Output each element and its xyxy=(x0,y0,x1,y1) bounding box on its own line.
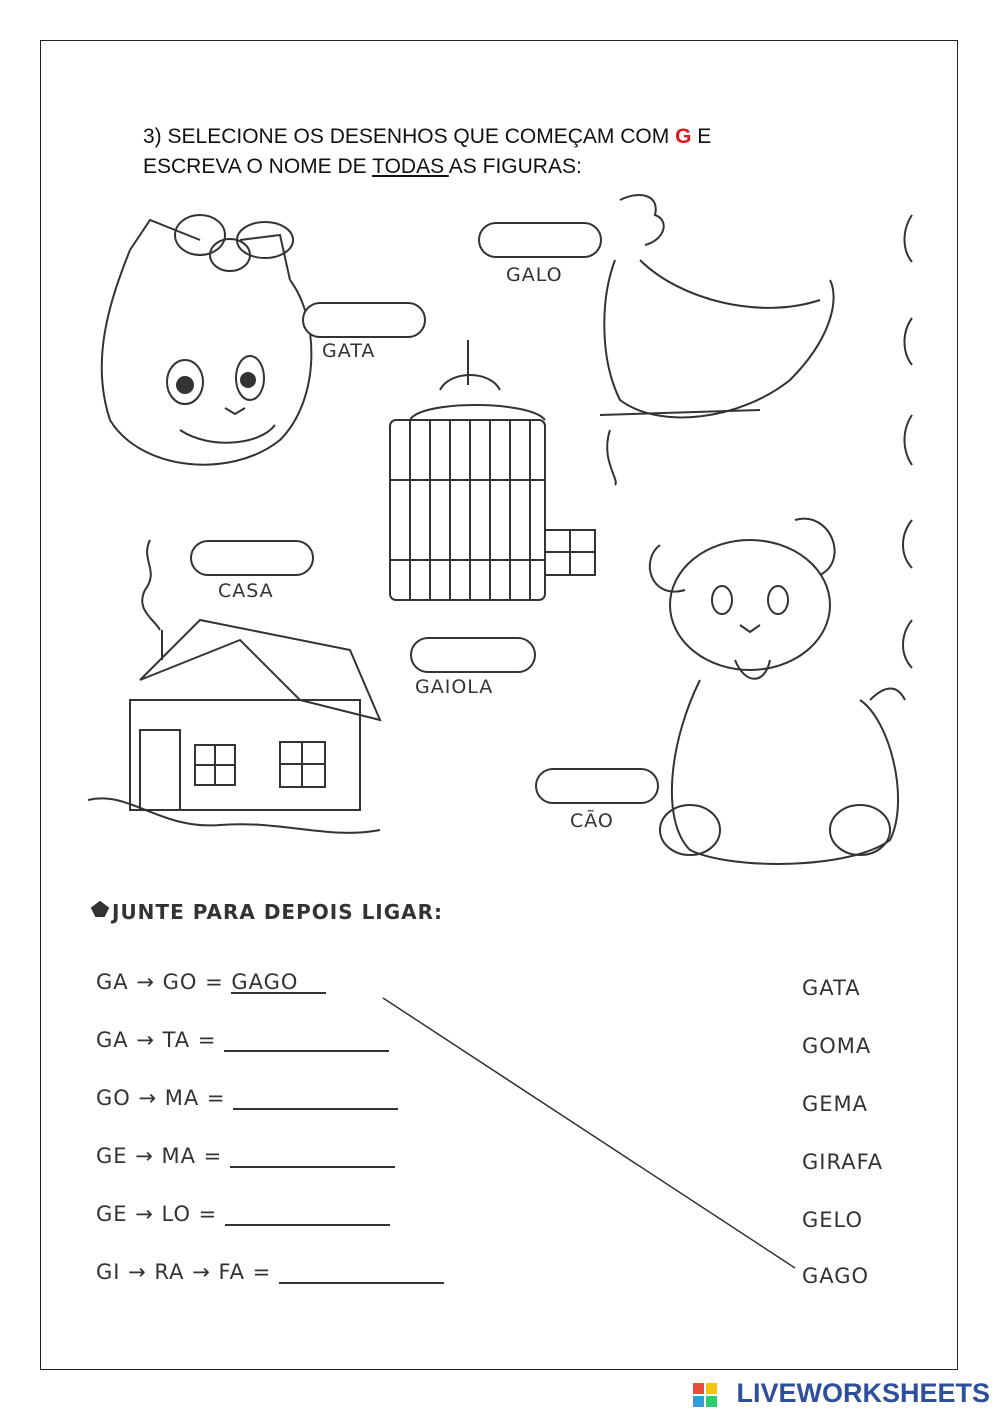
gaiola-answer-box[interactable] xyxy=(410,637,536,673)
cao-answer-box[interactable] xyxy=(535,768,659,804)
galo-label: GALO xyxy=(506,264,563,286)
cao-label: CÃO xyxy=(570,810,614,832)
answer-blank-4[interactable] xyxy=(230,1144,395,1168)
answer-blank-1[interactable]: GAGO xyxy=(231,970,326,994)
word-gata[interactable]: GATA xyxy=(802,976,861,1000)
word-gago[interactable]: GAGO xyxy=(802,1264,870,1288)
answer-blank-2[interactable] xyxy=(224,1028,389,1052)
answer-blank-3[interactable] xyxy=(233,1086,398,1110)
syllable-row-2: GA → TA = xyxy=(96,1028,389,1052)
cage-drawing xyxy=(390,340,595,600)
gaiola-label: GAIOLA xyxy=(415,676,494,698)
brand-logo-icon xyxy=(693,1383,717,1407)
bullet-icon xyxy=(92,902,108,916)
instruction-text: 3) SELECIONE OS DESENHOS QUE COMEÇAM COM G E ESCREVA O NOME DE TODAS AS FIGURAS: xyxy=(143,125,712,178)
galo-answer-box[interactable] xyxy=(478,222,602,258)
answer-blank-6[interactable] xyxy=(279,1260,444,1284)
partial-shapes xyxy=(903,215,912,668)
match-line xyxy=(383,998,795,1268)
underlined-word: TODAS xyxy=(372,155,449,178)
word-gelo[interactable]: GELO xyxy=(802,1208,864,1232)
casa-answer-box[interactable] xyxy=(190,540,314,576)
word-girafa[interactable]: GIRAFA xyxy=(802,1150,884,1174)
junte-title: JUNTE PARA DEPOIS LIGAR: xyxy=(112,900,444,924)
dog-drawing xyxy=(650,519,905,864)
gata-answer-box[interactable] xyxy=(302,302,426,338)
syllable-row-4: GE → MA = xyxy=(96,1144,395,1168)
syllable-row-3: GO → MA = xyxy=(96,1086,398,1110)
answer-blank-5[interactable] xyxy=(225,1202,390,1226)
syllable-row-6: GI → RA → FA = xyxy=(96,1260,444,1284)
gata-label: GATA xyxy=(322,340,376,362)
brand-name: LIVEWORKSHEETS xyxy=(736,1378,990,1408)
word-gema[interactable]: GEMA xyxy=(802,1092,869,1116)
rooster-drawing xyxy=(600,195,834,485)
syllable-row-5: GE → LO = xyxy=(96,1202,390,1226)
syllable-row-1: GA → GO = GAGO xyxy=(96,970,326,994)
cat-drawing xyxy=(102,215,312,465)
casa-label: CASA xyxy=(218,580,274,602)
word-goma[interactable]: GOMA xyxy=(802,1034,872,1058)
highlight-letter: G xyxy=(675,125,692,148)
